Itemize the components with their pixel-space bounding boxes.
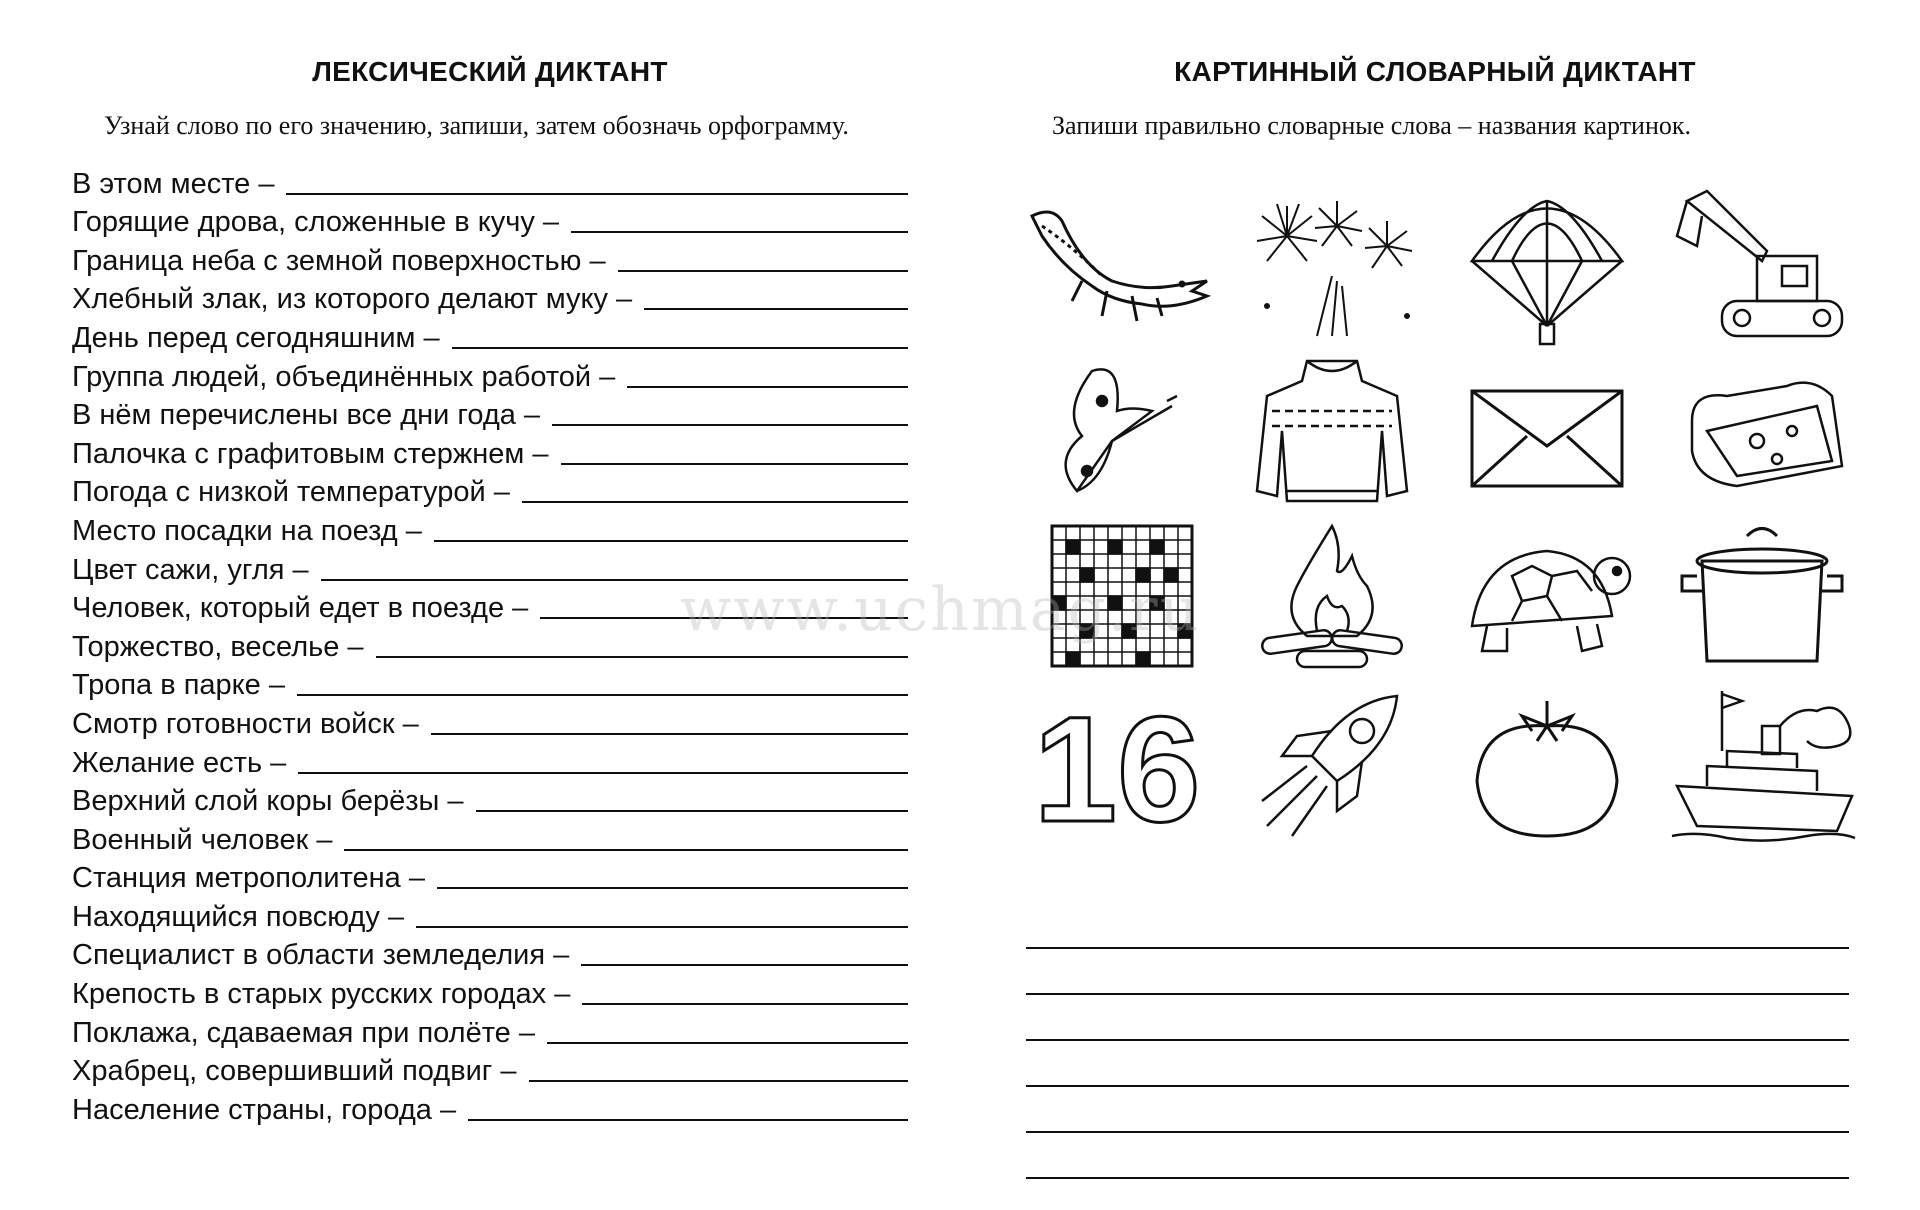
dictation-definition: Находящийся повсюду – (72, 900, 405, 933)
dictation-item (72, 664, 908, 703)
answer-lines (1026, 903, 1849, 1179)
answer-blank[interactable] (468, 1118, 908, 1121)
right-title: КАРТИННЫЙ СЛОВАРНЫЙ ДИКТАНТ (1174, 56, 1696, 87)
steamship-icon (1667, 686, 1857, 846)
dictation-definition: Станция метрополитена – (72, 862, 425, 895)
answer-blank[interactable] (618, 269, 908, 272)
answer-blank[interactable] (582, 1002, 908, 1005)
dictation-item (72, 548, 908, 587)
answer-blank[interactable] (297, 693, 908, 696)
answer-line[interactable] (1026, 995, 1849, 1041)
answer-blank[interactable] (627, 385, 908, 388)
sandwich-icon (1667, 351, 1857, 511)
watermark: www.uchmag.ru (680, 575, 1201, 645)
answer-blank[interactable] (529, 1079, 908, 1082)
answer-line[interactable] (1026, 1041, 1849, 1087)
dictation-item (72, 509, 908, 548)
answer-blank[interactable] (321, 578, 908, 581)
dictation-item (72, 972, 908, 1011)
dictation-definition: Смотр готовности войск – (72, 707, 419, 740)
answer-blank[interactable] (344, 848, 908, 851)
dictation-definition: День перед сегодняшним – (72, 321, 440, 354)
dictation-definition: Палочка с графитовым стержнем – (72, 437, 549, 470)
answer-line[interactable] (1026, 949, 1849, 995)
answer-blank[interactable] (298, 771, 908, 774)
envelope-icon (1452, 351, 1642, 511)
saucepan-icon (1667, 516, 1857, 676)
sweater-icon (1237, 351, 1427, 511)
dictation-definition: В нём перечислены все дни года – (72, 399, 541, 432)
left-title: ЛЕКСИЧЕСКИЙ ДИКТАНТ (312, 56, 668, 87)
dictation-item (72, 741, 908, 780)
excavator-icon (1667, 186, 1857, 346)
number-16-label: 16 (1033, 686, 1201, 846)
answer-blank[interactable] (561, 462, 909, 465)
tomato-icon (1452, 686, 1642, 846)
dictation-item (72, 625, 908, 664)
answer-blank[interactable] (547, 1041, 908, 1044)
dictation-definition: Верхний слой коры берёзы – (72, 785, 464, 818)
answer-line[interactable] (1026, 903, 1849, 949)
dictation-item (72, 471, 908, 510)
turtle-icon (1452, 516, 1642, 676)
dictation-item (72, 355, 908, 394)
answer-blank[interactable] (434, 539, 908, 542)
dictation-item (72, 239, 908, 278)
answer-blank[interactable] (571, 230, 908, 233)
answer-blank[interactable] (416, 925, 908, 928)
picture-dictation-section (1020, 56, 1850, 846)
dictation-list (72, 162, 908, 1127)
answer-blank[interactable] (286, 192, 908, 195)
dictation-definition: Горящие дрова, сложенные в кучу – (72, 206, 560, 239)
answer-blank[interactable] (376, 655, 908, 658)
right-instruction: Запиши правильно словарные слова – названия картинок. (1052, 111, 1692, 140)
answer-blank[interactable] (437, 886, 908, 889)
parachute-icon (1452, 186, 1642, 346)
dictation-item (72, 702, 908, 741)
dictation-item (72, 316, 908, 355)
picture-grid (1022, 186, 1858, 866)
dictation-definition: В этом месте – (72, 167, 275, 200)
dictation-item (72, 857, 908, 896)
dictation-item (72, 587, 908, 626)
answer-blank[interactable] (452, 346, 908, 349)
left-instruction: Узнай слово по его значению, запиши, затем обозначь орфограмму. (104, 111, 849, 140)
dictation-definition: Торжество, веселье – (72, 630, 364, 663)
dictation-definition: Крепость в старых русских городах – (72, 978, 571, 1011)
dictation-item (72, 201, 908, 240)
dictation-definition: Группа людей, объединённых работой – (72, 360, 616, 393)
dictation-definition: Человек, который едет в поезде – (72, 592, 529, 625)
crocodile-icon (1022, 186, 1212, 346)
dictation-definition: Цвет сажи, угля – (72, 553, 309, 586)
butterfly-icon (1022, 351, 1212, 511)
dictation-definition: Хлебный злак, из которого делают муку – (72, 283, 633, 316)
dictation-definition: Граница неба с земной поверхностью – (72, 244, 606, 277)
crossword-icon (1022, 516, 1212, 676)
answer-line[interactable] (1026, 1087, 1849, 1133)
answer-blank[interactable] (431, 732, 908, 735)
answer-blank[interactable] (552, 423, 908, 426)
dictation-definition: Население страны, города – (72, 1093, 457, 1126)
dictation-item (72, 278, 908, 317)
answer-blank[interactable] (581, 963, 908, 966)
dictation-item (72, 818, 908, 857)
answer-blank[interactable] (540, 616, 908, 619)
campfire-icon (1237, 516, 1427, 676)
number-16-icon (1022, 686, 1212, 846)
dictation-item (72, 780, 908, 819)
dictation-definition: Военный человек – (72, 823, 333, 856)
dictation-item (72, 162, 908, 201)
dictation-definition: Специалист в области земледелия – (72, 939, 570, 972)
dictation-definition: Место посадки на поезд – (72, 514, 422, 547)
answer-line[interactable] (1026, 1133, 1849, 1179)
dictation-item (72, 394, 908, 433)
answer-blank[interactable] (476, 809, 908, 812)
dictation-item (72, 934, 908, 973)
dictation-definition: Храбрец, совершивший подвиг – (72, 1055, 517, 1088)
dictation-definition: Тропа в парке – (72, 669, 285, 702)
lexical-dictation-section (72, 56, 908, 1127)
dictation-item (72, 1088, 908, 1127)
answer-blank[interactable] (644, 307, 908, 310)
dictation-definition: Погода с низкой температурой – (72, 476, 510, 509)
rocket-icon (1237, 686, 1427, 846)
fireworks-icon (1237, 186, 1427, 346)
dictation-item (72, 432, 908, 471)
dictation-definition: Поклажа, сдаваемая при полёте – (72, 1016, 535, 1049)
answer-blank[interactable] (522, 500, 908, 503)
dictation-definition: Желание есть – (72, 746, 287, 779)
dictation-item (72, 1050, 908, 1089)
dictation-item (72, 895, 908, 934)
dictation-item (72, 1011, 908, 1050)
